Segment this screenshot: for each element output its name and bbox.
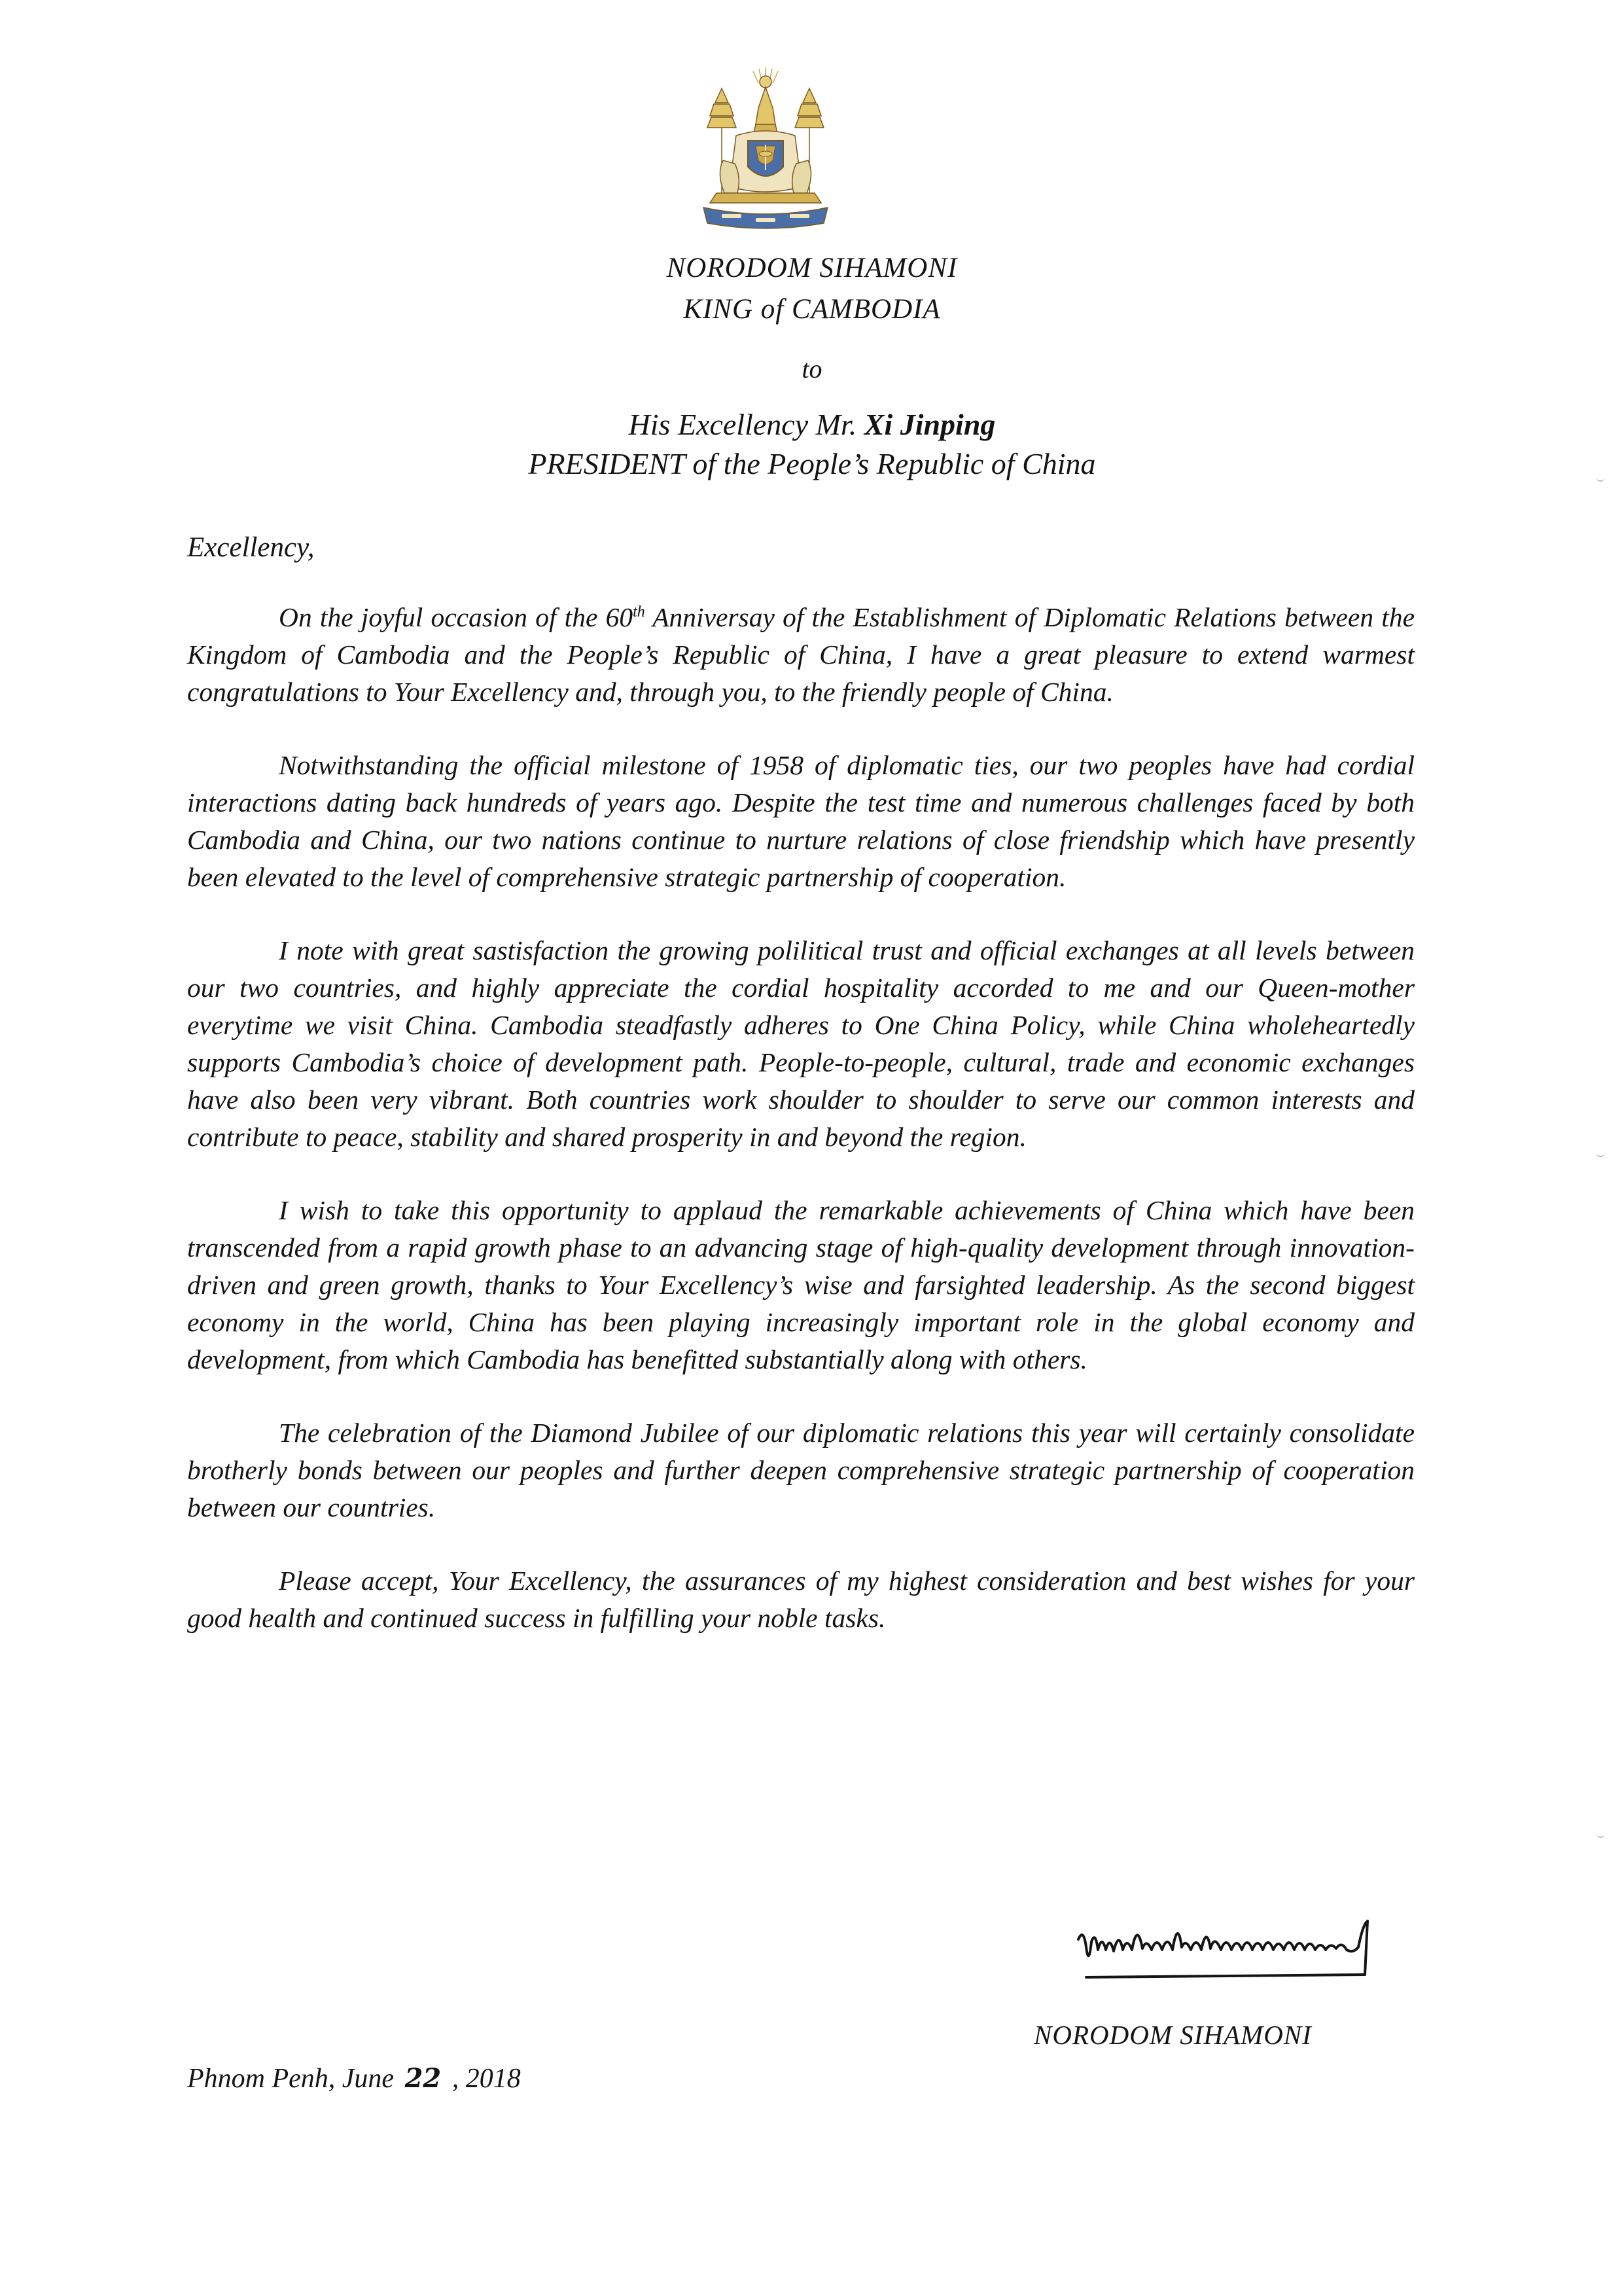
recipient-prefix: His Excellency Mr. — [628, 408, 857, 441]
handwritten-day: 22 — [404, 2063, 442, 2094]
paragraph-3: I note with great sastisfaction the growing polilitical trust and official exchanges at all levels between our two countries, and highly appreciate the cordial hospitality accorded to me and our Queen-mother everytime we visit China. Cambodia steadfastly adheres to One China Policy, while China wholeheartedly supports Cambodia’s choice of development path. People-to-people, cultural, trade and economic exchanges have also been very vibrant. Both countries work shoulder to shoulder to serve our common interests and contribute to peace, stability and shared prosperity in and beyond the region. — [187, 935, 1415, 1152]
ordinal-suffix: th — [633, 603, 645, 621]
sender-title: KING of CAMBODIA — [683, 294, 941, 325]
paragraph-5: The celebration of the Diamond Jubilee of our diplomatic relations this year will certainly consolidate brotherly bonds between our peoples and further deepen comprehensive strategic partnership of cooperation between our countries. — [187, 1418, 1415, 1522]
year: , 2018 — [451, 2064, 521, 2094]
scan-mark — [1597, 1833, 1604, 1838]
paragraph-4: I wish to take this opportunity to applaud the remarkable achievements of China which have been transcended from a rapid growth phase to an advancing stage of high-quality development through innovation-driven and green growth, thanks to Your Excellency’s wise and farsighted leadership. As the second biggest economy in the world, China has been playing increasingly important role in the global economy and development, from which Cambodia has benefitted substantially along with others. — [187, 1195, 1415, 1374]
recipient-line — [0, 407, 1624, 442]
paragraph-2: Notwithstanding the official milestone of 1958 of diplomatic ties, our two peoples have had cordial interactions dating back hundreds of years ago. Despite the test time and numerous challenges faced by both Cambodia and China, our two nations continue to nurture relations of close friendship which have presently been elevated to the level of comprehensive strategic partnership of cooperation. — [187, 750, 1415, 892]
paragraph-1 — [187, 599, 1415, 711]
paragraph-6: Please accept, Your Excellency, the assurances of my highest consideration and best wishes for your good health and continued success in fulfilling your noble tasks. — [187, 1566, 1415, 1633]
signature-name: NORODOM SIHAMONI — [1034, 2020, 1312, 2050]
royal-arms-of-cambodia-icon — [690, 62, 841, 234]
place: Phnom Penh, June — [187, 2064, 395, 2094]
paragraph-1-rest: Anniversay of the Establishment of Diplomatic Relations between the Kingdom of Cambodia and the People’s Republic of China, I have a great pleasure to extend warmest congratulations to Your Excellency and, through you, to the friendly people of China. — [187, 602, 1415, 707]
place-and-date — [187, 2063, 521, 2094]
sender-name: NORODOM SIHAMONI — [666, 253, 958, 283]
recipient-name: Xi Jinping — [864, 408, 996, 441]
letter-body — [187, 599, 1415, 1673]
handwritten-signature — [1067, 1901, 1407, 2000]
salutation: Excellency, — [187, 532, 315, 563]
to-word: to — [802, 354, 822, 384]
recipient-title: PRESIDENT of the People’s Republic of China — [528, 447, 1096, 480]
scan-mark — [1597, 1152, 1604, 1157]
paragraph-1-start: On the joyful occasion of the 60 — [279, 602, 633, 632]
